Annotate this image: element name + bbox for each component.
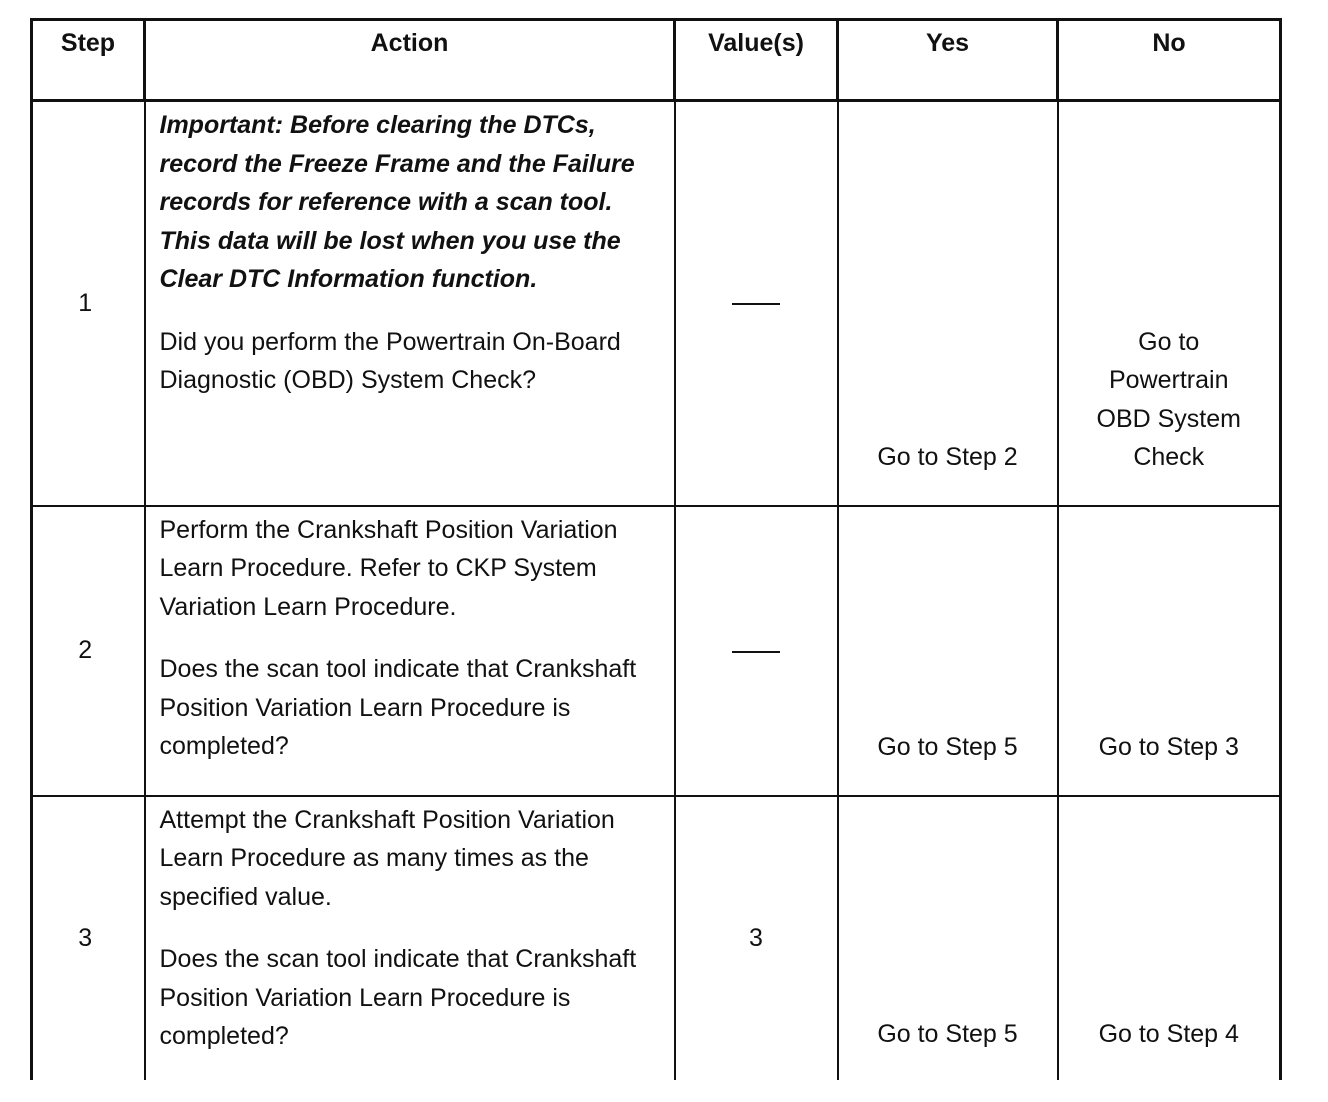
header-values: Value(s) <box>675 20 838 101</box>
yes-cell <box>838 506 1058 796</box>
action-question: Does the scan tool indicate that Crankshaft Position Variation Learn Procedure is completed? <box>159 655 637 760</box>
no-cell <box>1058 796 1281 1080</box>
step-number: 3 <box>32 796 145 1080</box>
table-body <box>32 101 1281 1080</box>
action-question: Did you perform the Powertrain On-Board Diagnostic (OBD) System Check? <box>159 327 621 394</box>
no-result: Go to Step 4 <box>1098 1020 1239 1048</box>
header-yes: Yes <box>838 20 1058 101</box>
value-cell: 3 <box>675 796 838 1080</box>
no-result: Go to Step 3 <box>1098 733 1239 761</box>
yes-cell <box>838 796 1058 1080</box>
table-row <box>32 506 1281 796</box>
header-step: Step <box>32 20 145 101</box>
action-cell <box>145 101 675 506</box>
header-no: No <box>1058 20 1281 101</box>
no-value-dash <box>732 303 780 305</box>
no-cell <box>1058 101 1281 506</box>
header-action: Action <box>145 20 675 101</box>
header-row <box>32 20 1281 101</box>
no-cell <box>1058 506 1281 796</box>
step-number: 2 <box>32 506 145 796</box>
step-number: 1 <box>32 101 145 506</box>
table-row <box>32 796 1281 1080</box>
action-instruction: Attempt the Crankshaft Position Variation Learn Procedure as many times as the specified value. <box>159 805 615 911</box>
table-row <box>32 101 1281 506</box>
action-cell <box>145 796 675 1080</box>
yes-result: Go to Step 5 <box>877 1020 1018 1048</box>
diagnostic-table <box>30 18 1282 1080</box>
action-instruction: Perform the Crankshaft Position Variation Learn Procedure. Refer to CKP System Variation Learn Procedure. <box>159 515 618 621</box>
value-cell <box>675 101 838 506</box>
no-result: Go to Powertrain OBD System Check <box>1096 327 1241 471</box>
action-cell <box>145 506 675 796</box>
action-question: Does the scan tool indicate that Crankshaft Position Variation Learn Procedure is completed? <box>159 945 637 1050</box>
table-header <box>32 20 1281 101</box>
important-note: Important: Before clearing the DTCs, record the Freeze Frame and the Failure records for reference with a scan tool. This data will be lost when you use the Clear DTC Information function. <box>159 111 635 293</box>
yes-result: Go to Step 5 <box>877 733 1018 761</box>
value-cell <box>675 506 838 796</box>
no-value-dash <box>732 651 780 653</box>
yes-result: Go to Step 2 <box>877 443 1018 471</box>
yes-cell <box>838 101 1058 506</box>
